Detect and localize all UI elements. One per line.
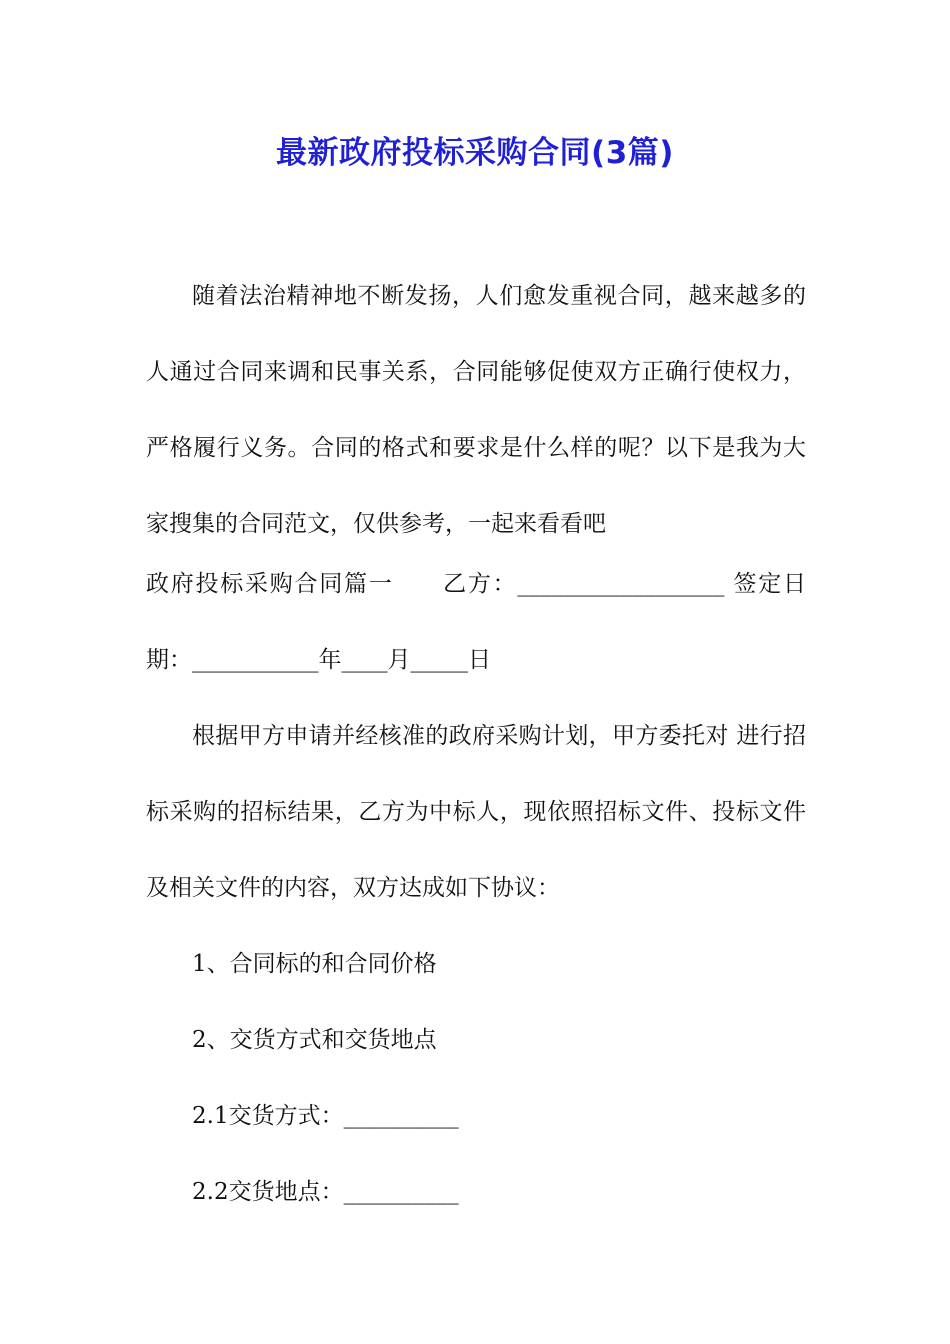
basis-paragraph: 根据甲方申请并经核准的政府采购计划，甲方委托对 进行招标采购的招标结果，乙方为中标人，现依照招标文件、投标文件及相关文件的内容，双方达成如下协议： — [146, 723, 806, 901]
clause-item: 2.2交货地点：__________ — [192, 1179, 459, 1205]
signature-section — [146, 546, 806, 698]
document-title: 最新政府投标采购合同(3篇) — [276, 135, 674, 171]
clause-item: 2、交货方式和交货地点 — [192, 1027, 437, 1053]
clause-list — [146, 926, 806, 1230]
basis-section — [146, 698, 806, 926]
clause-item: 2.1交货方式：__________ — [192, 1103, 459, 1129]
intro-paragraph: 随着法治精神地不断发扬，人们愈发重视合同，越来越多的人通过合同来调和民事关系，合同能够促使双方正确行使权力，严格履行义务。合同的格式和要求是什么样的呢？以下是我为大家搜集的合同范文，仅供参考，一起来看看吧 — [146, 283, 806, 537]
signature-line: 政府投标采购合同篇一 乙方：__________________ 签定日期：___________年____月_____日 — [146, 571, 806, 673]
clause-item: 1、合同标的和合同价格 — [192, 951, 437, 977]
intro-section — [146, 258, 806, 562]
